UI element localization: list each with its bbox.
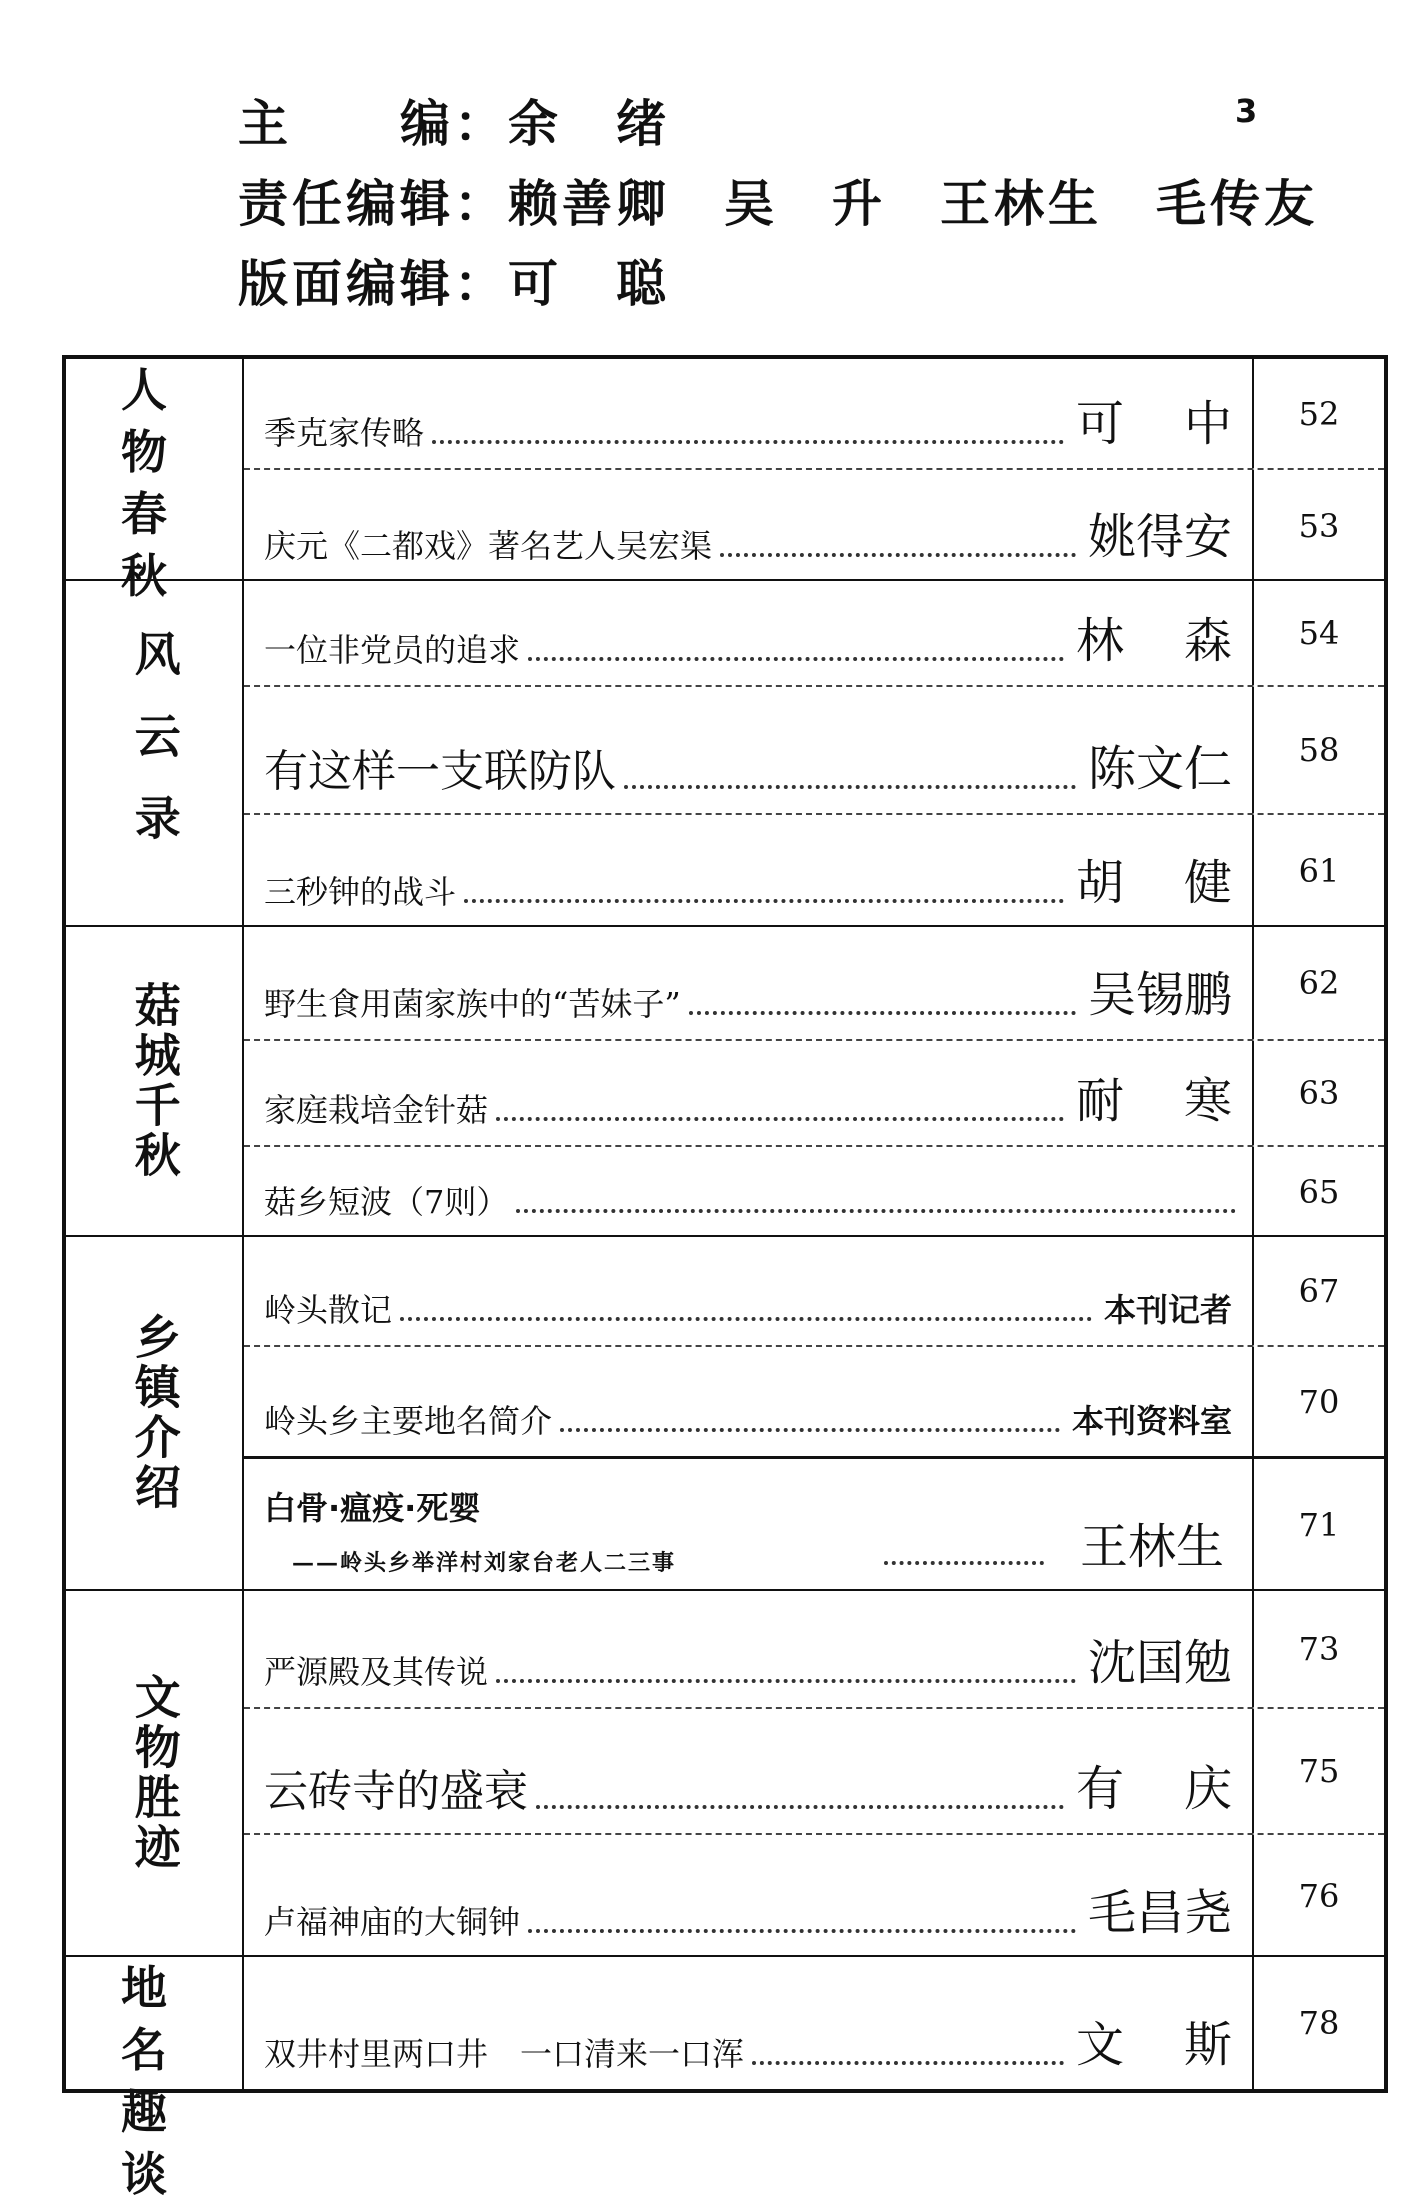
entry-title: 严源殿及其传说 <box>264 1653 489 1691</box>
entry-title: 有这样一支联防队 <box>264 746 616 797</box>
entry-title: 野生食用菌家族中的“苦妹子” <box>264 985 681 1023</box>
credit-names: 可 聪 <box>508 255 670 313</box>
toc-entry[interactable] <box>244 1347 1384 1459</box>
entry-title: 菇乡短波（7则） <box>264 1183 509 1221</box>
toc-entry[interactable] <box>244 1459 1384 1591</box>
entry-title: 季克家传略 <box>264 414 425 452</box>
leader-dots <box>560 1428 1060 1432</box>
entry-page: 58 <box>1252 687 1384 813</box>
entry-title: 双井村里两口井 一口清来一口浑 <box>264 2035 745 2073</box>
entry-author: 林森 <box>1075 613 1292 669</box>
credit-names: 赖善卿 吴 升 王林生 毛传友 <box>508 175 1318 233</box>
section-label: 菇城千秋 <box>66 927 244 1235</box>
leader-dots <box>624 785 1076 789</box>
entry-page: 53 <box>1252 470 1384 581</box>
toc-entry[interactable] <box>244 581 1384 687</box>
entry-page: 75 <box>1252 1709 1384 1833</box>
leader-dots <box>528 1929 1076 1933</box>
credit-layout-editor <box>238 240 1348 320</box>
entry-page: 71 <box>1252 1459 1384 1591</box>
toc-entry[interactable] <box>244 470 1384 581</box>
entry-author: 毛昌尧 <box>1087 1885 1232 1941</box>
entry-author: 本刊记者 <box>1103 1291 1232 1329</box>
entry-author: 吴锡鹏 <box>1087 967 1232 1023</box>
entry-title: 云砖寺的盛衰 <box>264 1766 528 1817</box>
leader-dots <box>536 1805 1064 1809</box>
toc-entry[interactable] <box>244 359 1384 470</box>
toc-section-people <box>66 359 1384 604</box>
entry-author: 姚得安 <box>1087 509 1232 565</box>
entry-page: 61 <box>1252 815 1384 927</box>
credit-chief-editor <box>238 80 1348 160</box>
leader-dots <box>464 899 1064 903</box>
entry-title: 三秒钟的战斗 <box>264 873 457 911</box>
entry-author: 有庆 <box>1075 1761 1292 1817</box>
toc-entry[interactable] <box>244 687 1384 815</box>
toc-entry[interactable] <box>244 1147 1384 1237</box>
credits-block <box>238 80 1348 320</box>
toc-entry[interactable] <box>244 1709 1384 1835</box>
entry-author: 可中 <box>1075 396 1292 452</box>
section-label-text: 地名 趣谈 <box>121 1961 207 2202</box>
credit-role: 版面编辑： <box>238 255 508 313</box>
entry-title: 岭头散记 <box>264 1291 393 1329</box>
toc-entry[interactable] <box>244 1957 1384 2089</box>
leader-dots <box>528 657 1064 661</box>
section-label: 风云录 <box>66 581 244 925</box>
toc-section-mushroom-city <box>66 927 1384 1237</box>
entry-subtitle: ——岭头乡举洋村刘家台老人二三事 <box>292 1550 677 1576</box>
toc-entry[interactable] <box>244 1591 1384 1709</box>
section-label: 文物胜迹 <box>66 1591 244 1955</box>
credit-responsible-editors <box>238 160 1348 240</box>
entry-page: 65 <box>1252 1147 1384 1237</box>
toc-entry[interactable] <box>244 1041 1384 1147</box>
leader-dots <box>689 1011 1076 1015</box>
entry-page: 76 <box>1252 1835 1384 1957</box>
entry-title: 卢福神庙的大铜钟 <box>264 1903 521 1941</box>
entry-title: 家庭栽培金针菇 <box>264 1091 489 1129</box>
leader-dots <box>400 1317 1092 1321</box>
toc-entry[interactable] <box>244 927 1384 1041</box>
leader-dots <box>516 1209 1236 1213</box>
toc-section-place-names <box>66 1957 1384 2202</box>
toc-section-township <box>66 1237 1384 1591</box>
entry-page: 70 <box>1252 1347 1384 1456</box>
page-number: 3 <box>1235 92 1258 130</box>
leader-dots <box>720 553 1076 557</box>
entry-author: 陈文仁 <box>1087 741 1232 797</box>
leader-dots <box>884 1561 1044 1565</box>
credit-role: 责任编辑： <box>238 175 508 233</box>
leader-dots <box>496 1679 1076 1683</box>
entry-author: 文斯 <box>1075 2017 1292 2073</box>
entry-title: 白骨·瘟疫·死婴 <box>264 1489 481 1527</box>
entry-author: 胡健 <box>1075 855 1292 911</box>
leader-dots <box>496 1117 1064 1121</box>
leader-dots <box>752 2061 1064 2065</box>
toc-entry[interactable] <box>244 815 1384 927</box>
toc-entry[interactable] <box>244 1835 1384 1957</box>
leader-dots <box>432 440 1064 444</box>
entry-page: 52 <box>1252 359 1384 468</box>
toc-section-events <box>66 581 1384 927</box>
entry-page: 62 <box>1252 927 1384 1039</box>
section-label: 乡镇介绍 <box>66 1237 244 1589</box>
entry-page: 73 <box>1252 1591 1384 1707</box>
entry-author: 本刊资料室 <box>1071 1402 1232 1440</box>
entry-author: 沈国勉 <box>1087 1635 1232 1691</box>
section-label <box>66 359 244 604</box>
entry-title: 岭头乡主要地名简介 <box>264 1402 553 1440</box>
credit-role: 主 编： <box>238 95 508 153</box>
entry-page: 78 <box>1252 1957 1384 2089</box>
entry-page: 54 <box>1252 581 1384 685</box>
entry-title: 庆元《二都戏》著名艺人吴宏渠 <box>264 527 713 565</box>
table-of-contents <box>62 355 1388 2202</box>
entry-page: 67 <box>1252 1237 1384 1345</box>
entry-author: 王林生 <box>1079 1519 1224 1575</box>
toc-entry[interactable] <box>244 1237 1384 1347</box>
entry-title: 一位非党员的追求 <box>264 631 521 669</box>
entry-author: 耐寒 <box>1075 1073 1292 1129</box>
credit-names: 余 绪 <box>508 95 670 153</box>
entry-page: 63 <box>1252 1041 1384 1145</box>
toc-section-relics <box>66 1591 1384 1957</box>
section-label-text: 人物 春秋 <box>121 363 207 604</box>
section-label <box>66 1957 244 2202</box>
